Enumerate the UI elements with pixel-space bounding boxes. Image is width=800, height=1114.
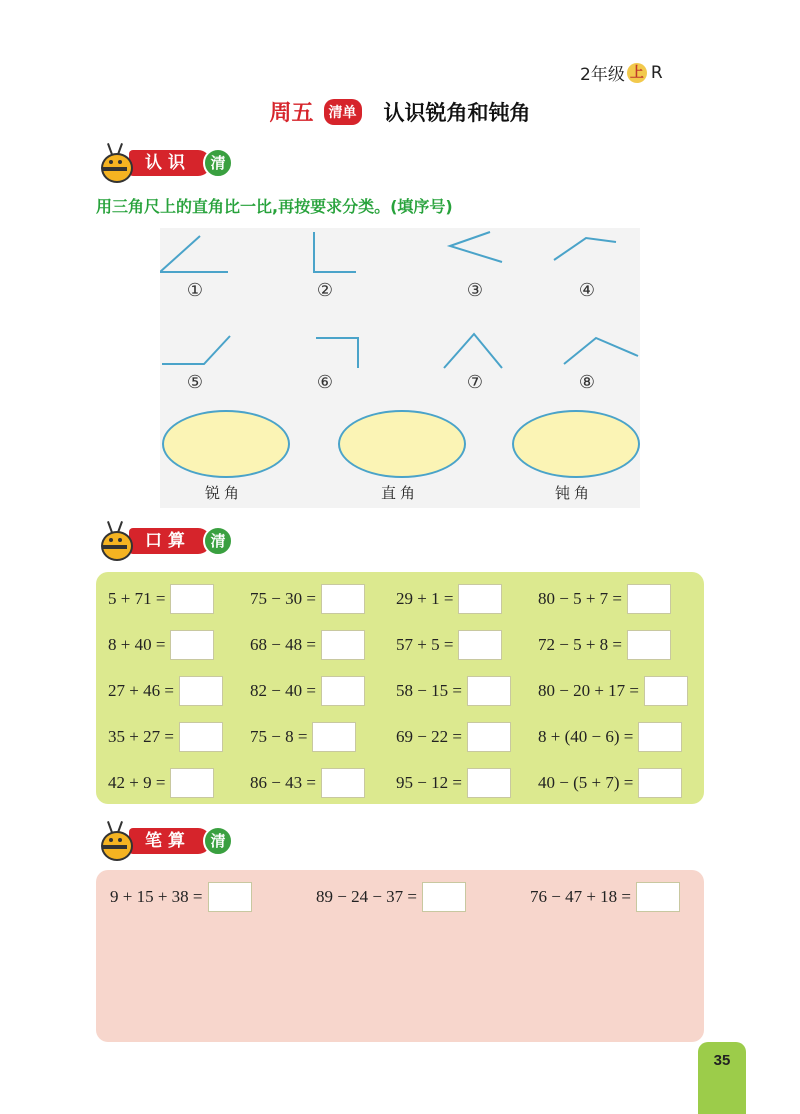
- answer-box[interactable]: [170, 768, 214, 798]
- page-number: 35: [698, 1042, 746, 1114]
- oral-problem: [250, 630, 365, 660]
- oral-problem: [108, 676, 223, 706]
- angle-number-5: ⑤: [186, 372, 204, 393]
- angle-number-3: ③: [466, 280, 484, 301]
- acute-angle-label: 锐角: [204, 484, 243, 502]
- problem-text: 5 + 71 =: [108, 589, 166, 608]
- angle-number-8: ⑧: [578, 372, 596, 393]
- answer-box[interactable]: [179, 676, 223, 706]
- oral-problem: [396, 630, 502, 660]
- obtuse-angle-label: 钝角: [554, 484, 593, 502]
- answer-box[interactable]: [321, 584, 365, 614]
- problem-text: 75 − 8 =: [250, 727, 308, 746]
- grade-badge: 上: [627, 63, 647, 83]
- angle-number-6: ⑥: [316, 372, 334, 393]
- angle-8: [564, 338, 638, 364]
- angle-3: [450, 232, 502, 262]
- page-title: [0, 96, 800, 127]
- written-calc-panel: [96, 870, 704, 1042]
- angle-number-4: ④: [578, 280, 596, 301]
- right-angle-label: 直角: [380, 484, 419, 502]
- bee-mascot-icon: [95, 521, 135, 561]
- problem-text: 68 − 48 =: [250, 635, 316, 654]
- section-header-recognize: [95, 146, 233, 180]
- oral-problem: [396, 584, 502, 614]
- acute-angle-oval[interactable]: [162, 410, 290, 478]
- problem-text: 82 − 40 =: [250, 681, 316, 700]
- problem-text: 42 + 9 =: [108, 773, 166, 792]
- problem-text: 72 − 5 + 8 =: [538, 635, 623, 654]
- angle-number-7: ⑦: [466, 372, 484, 393]
- problem-text: 95 − 12 =: [396, 773, 462, 792]
- section-header-written: [95, 824, 233, 858]
- qing-badge-icon: 清: [203, 826, 233, 856]
- answer-box[interactable]: [422, 882, 466, 912]
- answer-box[interactable]: [638, 722, 682, 752]
- problem-text: 58 − 15 =: [396, 681, 462, 700]
- answer-box[interactable]: [467, 676, 511, 706]
- problem-text: 27 + 46 =: [108, 681, 174, 700]
- problem-text: 75 − 30 =: [250, 589, 316, 608]
- answer-box[interactable]: [644, 676, 688, 706]
- angle-figure-panel: [160, 228, 640, 508]
- oral-problem: [538, 584, 671, 614]
- grade-suffix: R: [650, 62, 663, 83]
- problem-text: 35 + 27 =: [108, 727, 174, 746]
- oral-problem: [250, 584, 365, 614]
- answer-box[interactable]: [467, 768, 511, 798]
- oral-problem: [396, 768, 511, 798]
- angle-5: [162, 336, 230, 364]
- oral-problem: [250, 676, 365, 706]
- problem-text: 86 − 43 =: [250, 773, 316, 792]
- right-angle-oval[interactable]: [338, 410, 466, 478]
- answer-box[interactable]: [627, 630, 671, 660]
- angle-6: [316, 338, 358, 368]
- oral-calc-panel: [96, 572, 704, 804]
- answer-box[interactable]: [321, 630, 365, 660]
- problem-text: 8 + 40 =: [108, 635, 166, 654]
- answer-box[interactable]: [458, 630, 502, 660]
- oral-problem: [538, 676, 688, 706]
- oral-problem: [108, 630, 214, 660]
- angle-number-2: ②: [316, 280, 334, 301]
- answer-box[interactable]: [321, 676, 365, 706]
- angle-4: [554, 238, 616, 260]
- section-label: 认识: [129, 150, 211, 176]
- angle-2: [314, 232, 356, 272]
- instruction-text: 用三角尺上的直角比一比,再按要求分类。(填序号): [96, 197, 453, 216]
- problem-text: 40 − (5 + 7) =: [538, 773, 634, 792]
- oral-problem: [538, 768, 682, 798]
- answer-box[interactable]: [458, 584, 502, 614]
- answer-box[interactable]: [170, 630, 214, 660]
- answer-box[interactable]: [321, 768, 365, 798]
- oral-problem: [108, 768, 214, 798]
- section-label: 笔算: [129, 828, 211, 854]
- oral-problem: [396, 676, 511, 706]
- problem-text: 57 + 5 =: [396, 635, 454, 654]
- section-label: 口算: [129, 528, 211, 554]
- oral-problem: [396, 722, 511, 752]
- angle-number-1: ①: [186, 280, 204, 301]
- oral-problem: [250, 722, 356, 752]
- angle-7: [444, 334, 502, 368]
- problem-text: 80 − 20 + 17 =: [538, 681, 640, 700]
- problem-text: 76 − 47 + 18 =: [530, 887, 632, 906]
- written-problem: [530, 882, 680, 912]
- written-problem: [316, 882, 466, 912]
- answer-box[interactable]: [467, 722, 511, 752]
- bee-mascot-icon: [95, 143, 135, 183]
- oral-problem: [108, 722, 223, 752]
- title-main: 认识锐角和钝角: [383, 100, 531, 125]
- title-prefix: 周五: [269, 101, 314, 126]
- answer-box[interactable]: [312, 722, 356, 752]
- oral-problem: [108, 584, 214, 614]
- angle-1: [160, 236, 228, 272]
- grade-prefix: 2年级: [580, 65, 625, 85]
- answer-box[interactable]: [179, 722, 223, 752]
- answer-box[interactable]: [638, 768, 682, 798]
- oral-problem: [538, 630, 671, 660]
- problem-text: 9 + 15 + 38 =: [110, 887, 203, 906]
- answer-box[interactable]: [627, 584, 671, 614]
- problem-text: 69 − 22 =: [396, 727, 462, 746]
- problem-text: 8 + (40 − 6) =: [538, 727, 634, 746]
- problem-text: 80 − 5 + 7 =: [538, 589, 623, 608]
- oral-problem: [538, 722, 682, 752]
- grade-indicator: [580, 60, 663, 85]
- oral-problem: [250, 768, 365, 798]
- answer-box[interactable]: [170, 584, 214, 614]
- answer-box[interactable]: [208, 882, 252, 912]
- section-header-oral: [95, 524, 233, 558]
- title-stamp: 清单: [324, 99, 362, 125]
- qing-badge-icon: 清: [203, 526, 233, 556]
- written-problem: [110, 882, 252, 912]
- bee-mascot-icon: [95, 821, 135, 861]
- answer-box[interactable]: [636, 882, 680, 912]
- problem-text: 89 − 24 − 37 =: [316, 887, 418, 906]
- obtuse-angle-oval[interactable]: [512, 410, 640, 478]
- qing-badge-icon: 清: [203, 148, 233, 178]
- problem-text: 29 + 1 =: [396, 589, 454, 608]
